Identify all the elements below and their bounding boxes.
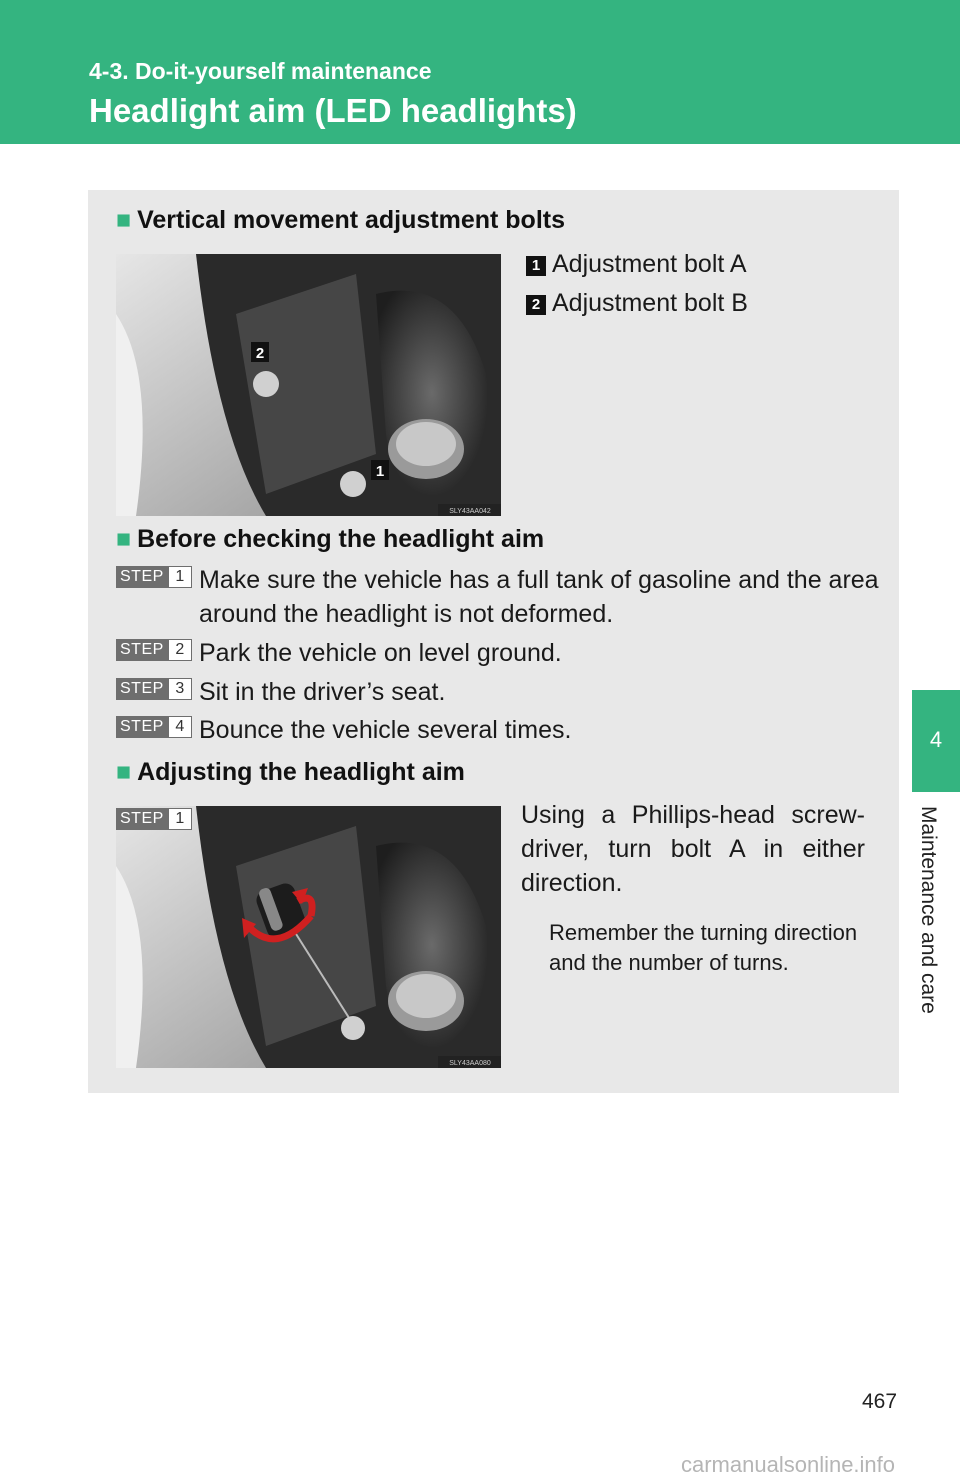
image-code: SLY43AA042 <box>449 508 491 515</box>
step-badge: STEP 1 <box>116 566 192 588</box>
screwdriver-adjust-photo <box>116 806 501 1068</box>
adjust-instruction: Using a Phillips-head screw-driver, turn bolt A in either direction. <box>521 801 865 897</box>
section-number: 4-3. Do-it-yourself maintenance <box>89 58 432 84</box>
step-badge: STEP 4 <box>116 716 192 738</box>
legend-bolt-b: 2 Adjustment bolt B <box>526 289 748 318</box>
page-number: 467 <box>862 1390 898 1413</box>
image-code: SLY43AA080 <box>449 1060 491 1067</box>
step-badge: STEP 1 <box>116 808 192 830</box>
chapter-tab[interactable]: 4 <box>912 690 960 792</box>
chapter-label: Maintenance and care <box>917 806 940 1014</box>
number-2-icon: 2 <box>526 295 546 315</box>
marker-2: 2 <box>255 345 265 362</box>
page-header <box>0 0 960 144</box>
adjust-note: Remember the turning direction and the number of turns. <box>549 920 858 975</box>
step-badge: STEP 2 <box>116 639 192 661</box>
number-1-icon: 1 <box>526 256 546 276</box>
heading-adjusting: ■ Adjusting the headlight aim <box>116 758 465 786</box>
heading-before-checking: ■ Before checking the headlight aim <box>116 525 545 553</box>
marker-1: 1 <box>375 463 385 480</box>
page-title: Headlight aim (LED headlights) <box>89 92 577 129</box>
legend-bolt-a: 1 Adjustment bolt A <box>526 250 747 279</box>
watermark: carmanualsonline.info <box>681 1452 896 1477</box>
heading-vertical-bolts: ■ Vertical movement adjustment bolts <box>116 206 566 234</box>
headlight-bolts-photo <box>116 254 501 516</box>
step-badge: STEP 3 <box>116 678 192 700</box>
bullet-square: ■ <box>116 758 132 786</box>
bullet-square: ■ <box>116 206 132 234</box>
bullet-square: ■ <box>116 525 132 553</box>
